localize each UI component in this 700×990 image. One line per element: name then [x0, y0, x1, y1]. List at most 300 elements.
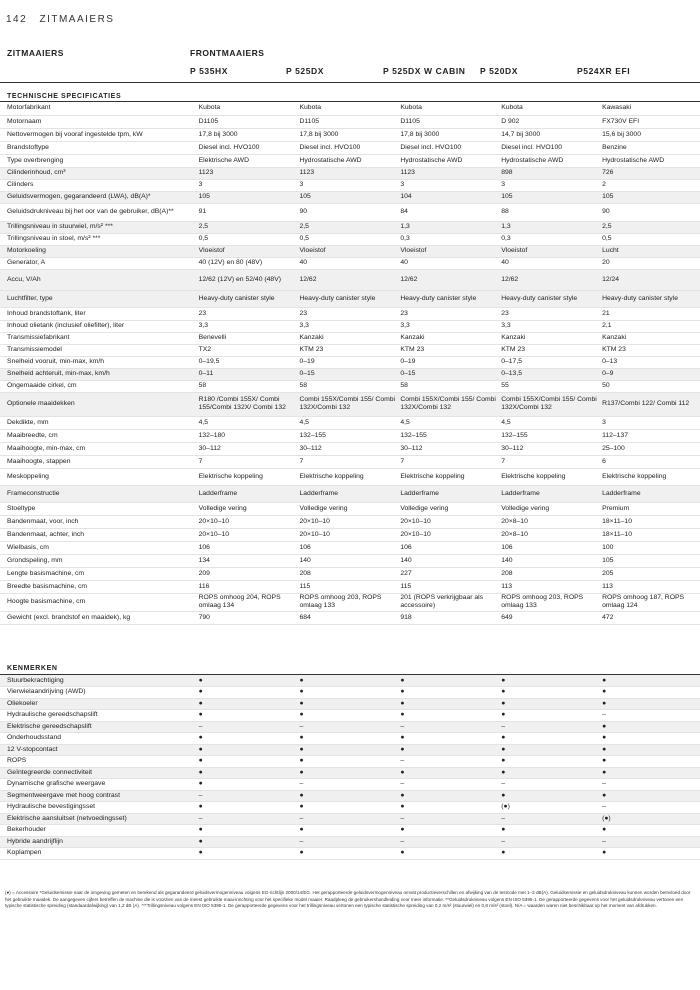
- spec-label: Grondspeling, mm: [0, 554, 196, 567]
- spec-value: 105: [498, 191, 599, 203]
- feature-value: –: [599, 710, 700, 722]
- spec-value: 898: [498, 167, 599, 179]
- spec-row: [0, 320, 700, 332]
- spec-value: Kanzaki: [397, 332, 498, 344]
- feature-value: ●: [599, 825, 700, 837]
- feature-value: ●: [296, 767, 397, 779]
- spec-label: Luchtfilter, type: [0, 290, 196, 307]
- spec-value: 2: [599, 179, 700, 191]
- spec-value: 115: [397, 580, 498, 593]
- feature-value: ●: [296, 802, 397, 814]
- spec-value: Ladderframe: [196, 485, 297, 502]
- spec-label: Motorfabrikant: [0, 102, 196, 115]
- spec-value: 0,3: [397, 233, 498, 245]
- spec-value: Elektrische koppeling: [397, 468, 498, 485]
- spec-label: Inhoud brandstoftank, liter: [0, 307, 196, 320]
- spec-value: 1,3: [397, 221, 498, 233]
- spec-value: ROPS omhoog 203, ROPS omlaag 133: [498, 593, 599, 611]
- spec-value: 0–9: [599, 368, 700, 380]
- spec-value: 0–19,5: [196, 356, 297, 368]
- spec-label: Ongemaaide cirkel, cm: [0, 380, 196, 392]
- spec-value: 0,5: [296, 233, 397, 245]
- spec-value: Kanzaki: [599, 332, 700, 344]
- spec-row: [0, 593, 700, 611]
- spec-row: [0, 528, 700, 541]
- spec-value: 23: [498, 307, 599, 320]
- feature-value: ●: [397, 848, 498, 860]
- spec-value: 113: [498, 580, 599, 593]
- feature-value: –: [498, 813, 599, 825]
- spec-value: Kubota: [498, 102, 599, 115]
- feature-value: ●: [599, 698, 700, 710]
- spec-row: [0, 290, 700, 307]
- spec-row: [0, 257, 700, 269]
- spec-value: 0,5: [599, 233, 700, 245]
- feature-value: ●: [397, 687, 498, 699]
- spec-value: Kanzaki: [498, 332, 599, 344]
- feature-value: ●: [498, 698, 599, 710]
- spec-value: Hydrostatische AWD: [397, 154, 498, 167]
- spec-value: 25–100: [599, 442, 700, 455]
- spec-value: 106: [397, 541, 498, 554]
- spec-value: 2,1: [599, 320, 700, 332]
- spec-value: 21: [599, 307, 700, 320]
- spec-value: Diesel incl. HVO100: [498, 141, 599, 154]
- spec-value: 113: [599, 580, 700, 593]
- feature-value: –: [296, 836, 397, 848]
- spec-value: KTM 23: [599, 344, 700, 356]
- spec-value: 3,3: [196, 320, 297, 332]
- feature-label: ROPS: [0, 756, 196, 768]
- spec-value: 105: [196, 191, 297, 203]
- spec-value: 106: [196, 541, 297, 554]
- spec-value: 23: [196, 307, 297, 320]
- spec-value: R180 /Combi 155X/ Combi 155/Combi 132X/ Combi 132: [196, 392, 297, 416]
- feature-label: Hybride aandrijflijn: [0, 836, 196, 848]
- spec-row: [0, 332, 700, 344]
- feature-value: ●: [599, 675, 700, 687]
- spec-value: R137/Combi 122/ Combi 112: [599, 392, 700, 416]
- spec-value: 30–112: [196, 442, 297, 455]
- spec-value: Diesel incl. HVO100: [196, 141, 297, 154]
- page-number: 142: [6, 14, 28, 25]
- model-name: P 525DX W CABIN: [383, 66, 466, 76]
- spec-value: 0–17,5: [498, 356, 599, 368]
- spec-value: Elektrische koppeling: [196, 468, 297, 485]
- model-header-row: [0, 66, 700, 80]
- spec-value: 0–11: [196, 368, 297, 380]
- spec-value: 58: [196, 380, 297, 392]
- spec-value: Combi 155X/Combi 155/ Combi 132X/Combi 132: [397, 392, 498, 416]
- spec-value: ROPS omhoog 203, ROPS omlaag 133: [296, 593, 397, 611]
- spec-value: 20: [599, 257, 700, 269]
- spec-row: [0, 141, 700, 154]
- section-name: ZITMAAIERS: [39, 14, 115, 25]
- model-name: P 535HX: [190, 66, 229, 76]
- spec-value: 208: [498, 567, 599, 580]
- spec-value: 116: [196, 580, 297, 593]
- spec-value: 140: [498, 554, 599, 567]
- feature-value: ●: [296, 733, 397, 745]
- spec-value: 40: [397, 257, 498, 269]
- page-header: [6, 14, 114, 25]
- spec-value: 55: [498, 380, 599, 392]
- feature-value: –: [498, 721, 599, 733]
- feature-value: ●: [196, 767, 297, 779]
- spec-row: [0, 515, 700, 528]
- feature-value: –: [599, 779, 700, 791]
- spec-value: 3: [296, 179, 397, 191]
- spec-row: [0, 102, 700, 115]
- feature-value: ●: [296, 698, 397, 710]
- feature-value: ●: [599, 721, 700, 733]
- spec-value: D1105: [196, 115, 297, 128]
- spec-row: [0, 191, 700, 203]
- feature-label: Vierwielaandrijving (AWD): [0, 687, 196, 699]
- spec-value: 100: [599, 541, 700, 554]
- spec-row: [0, 221, 700, 233]
- spec-value: 201 (ROPS verkrijgbaar als accessoire): [397, 593, 498, 611]
- spec-value: 132–180: [196, 429, 297, 442]
- spec-label: Dekdikte, mm: [0, 416, 196, 429]
- spec-value: 12/62 (12V) en 52/40 (48V): [196, 269, 297, 290]
- feature-value: ●: [196, 744, 297, 756]
- spec-value: 105: [296, 191, 397, 203]
- feature-label: 12 V-stopcontact: [0, 744, 196, 756]
- feature-value: ●: [397, 767, 498, 779]
- spec-value: 1123: [196, 167, 297, 179]
- spec-label: Type overbrenging: [0, 154, 196, 167]
- feature-value: –: [498, 779, 599, 791]
- feature-value: ●: [196, 836, 297, 848]
- feature-value: ●: [397, 790, 498, 802]
- spec-value: 7: [196, 455, 297, 468]
- feature-row: [0, 779, 700, 791]
- spec-value: ROPS omhoog 204, ROPS omlaag 134: [196, 593, 297, 611]
- spec-value: 104: [397, 191, 498, 203]
- spec-row: [0, 203, 700, 221]
- spec-row: [0, 541, 700, 554]
- spec-value: Heavy-duty canister style: [498, 290, 599, 307]
- spec-label: Inhoud olietank (inclusief oliefilter), liter: [0, 320, 196, 332]
- spec-label: Generator, A: [0, 257, 196, 269]
- feature-value: ●: [196, 756, 297, 768]
- spec-value: Volledige vering: [196, 502, 297, 515]
- spec-value: ROPS omhoog 187, ROPS omlaag 124: [599, 593, 700, 611]
- feature-value: ●: [296, 710, 397, 722]
- spec-value: 91: [196, 203, 297, 221]
- feature-label: Koplampen: [0, 848, 196, 860]
- spec-value: 472: [599, 611, 700, 624]
- feature-label: Onderhoudsstand: [0, 733, 196, 745]
- spec-value: Premium: [599, 502, 700, 515]
- spec-value: Benzine: [599, 141, 700, 154]
- feature-row: [0, 836, 700, 848]
- spec-value: 726: [599, 167, 700, 179]
- spec-row: [0, 468, 700, 485]
- spec-row: [0, 128, 700, 141]
- spec-row: [0, 554, 700, 567]
- table-subtitle: FRONTMAAIERS: [190, 48, 265, 58]
- spec-value: 3,3: [296, 320, 397, 332]
- spec-value: 0–13: [599, 356, 700, 368]
- spec-value: 140: [397, 554, 498, 567]
- feature-value: ●: [196, 675, 297, 687]
- feature-value: –: [397, 779, 498, 791]
- spec-value: 20×10–10: [196, 528, 297, 541]
- spec-value: Kubota: [397, 102, 498, 115]
- spec-row: [0, 167, 700, 179]
- spec-value: 140: [296, 554, 397, 567]
- spec-value: D 902: [498, 115, 599, 128]
- spec-row: [0, 245, 700, 257]
- spec-value: 1123: [397, 167, 498, 179]
- spec-value: Hydrostatische AWD: [498, 154, 599, 167]
- spec-value: Kubota: [296, 102, 397, 115]
- spec-label: Maaibreedte, cm: [0, 429, 196, 442]
- spec-value: Heavy-duty canister style: [196, 290, 297, 307]
- spec-value: 227: [397, 567, 498, 580]
- spec-value: 3: [397, 179, 498, 191]
- spec-label: Meskoppeling: [0, 468, 196, 485]
- spec-row: [0, 580, 700, 593]
- feature-value: –: [196, 721, 297, 733]
- spec-row: [0, 233, 700, 245]
- spec-value: 17,8 bij 3000: [196, 128, 297, 141]
- spec-value: 0–19: [397, 356, 498, 368]
- feature-value: ●: [397, 710, 498, 722]
- spec-row: [0, 356, 700, 368]
- spec-value: D1105: [296, 115, 397, 128]
- spec-row: [0, 416, 700, 429]
- spec-value: 2,5: [196, 221, 297, 233]
- spec-value: Benevelli: [196, 332, 297, 344]
- spec-value: 23: [397, 307, 498, 320]
- spec-label: Trillingsniveau in stoel, m/s² ***: [0, 233, 196, 245]
- feature-row: [0, 733, 700, 745]
- spec-value: 84: [397, 203, 498, 221]
- spec-value: Lucht: [599, 245, 700, 257]
- spec-row: [0, 611, 700, 624]
- feature-value: ●: [498, 675, 599, 687]
- spec-value: Vloeistof: [196, 245, 297, 257]
- feature-row: [0, 790, 700, 802]
- feature-value: ●: [498, 710, 599, 722]
- spec-value: 90: [599, 203, 700, 221]
- spec-value: 0–19: [296, 356, 397, 368]
- spec-label: Wielbasis, cm: [0, 541, 196, 554]
- spec-value: 1123: [296, 167, 397, 179]
- spec-value: 12/24: [599, 269, 700, 290]
- spec-row: [0, 392, 700, 416]
- feature-value: ●: [196, 848, 297, 860]
- feature-row: [0, 802, 700, 814]
- feature-value: ●: [397, 675, 498, 687]
- spec-label: Snelheid vooruit, min-max, km/h: [0, 356, 196, 368]
- feature-value: ●: [498, 744, 599, 756]
- spec-value: Volledige vering: [296, 502, 397, 515]
- spec-value: Combi 155X/Combi 155/ Combi 132X/Combi 132: [296, 392, 397, 416]
- feature-value: ●: [498, 790, 599, 802]
- spec-label: Cilinders: [0, 179, 196, 191]
- spec-label: Stoeltype: [0, 502, 196, 515]
- spec-row: [0, 455, 700, 468]
- spec-value: 105: [599, 554, 700, 567]
- spec-value: 918: [397, 611, 498, 624]
- feature-value: ●: [498, 756, 599, 768]
- features-table: [0, 675, 700, 860]
- feature-row: [0, 756, 700, 768]
- spec-value: 20×10–10: [397, 515, 498, 528]
- features-section-title: KENMERKEN: [7, 665, 58, 672]
- spec-value: 20×8–10: [498, 515, 599, 528]
- feature-value: ●: [397, 733, 498, 745]
- feature-value: ●: [498, 825, 599, 837]
- feature-row: [0, 710, 700, 722]
- spec-value: 6: [599, 455, 700, 468]
- specs-section-title: TECHNISCHE SPECIFICATIES: [7, 93, 122, 100]
- spec-label: Accu, V/Ah: [0, 269, 196, 290]
- spec-value: KTM 23: [397, 344, 498, 356]
- feature-value: –: [196, 790, 297, 802]
- feature-label: Geïntegreerde connectiviteit: [0, 767, 196, 779]
- spec-value: Heavy-duty canister style: [397, 290, 498, 307]
- spec-value: 4,5: [196, 416, 297, 429]
- feature-value: ●: [599, 767, 700, 779]
- spec-value: 132–155: [296, 429, 397, 442]
- model-name: P 520DX: [480, 66, 519, 76]
- feature-row: [0, 698, 700, 710]
- spec-row: [0, 502, 700, 515]
- spec-value: 88: [498, 203, 599, 221]
- model-name: P524XR EFI: [577, 66, 631, 76]
- feature-label: Bekerhouder: [0, 825, 196, 837]
- spec-value: 40: [296, 257, 397, 269]
- feature-value: –: [296, 721, 397, 733]
- spec-label: Lengte basismachine, cm: [0, 567, 196, 580]
- feature-value: –: [196, 813, 297, 825]
- spec-value: Elektrische AWD: [196, 154, 297, 167]
- spec-label: Trillingsniveau in stuurwiel, m/s² ***: [0, 221, 196, 233]
- spec-label: Breedte basismachine, cm: [0, 580, 196, 593]
- spec-label: Cilinderinhoud, cm³: [0, 167, 196, 179]
- spec-value: Vloeistof: [397, 245, 498, 257]
- feature-value: –: [397, 813, 498, 825]
- spec-value: TX2: [196, 344, 297, 356]
- spec-value: Diesel incl. HVO100: [296, 141, 397, 154]
- feature-value: –: [397, 756, 498, 768]
- spec-value: 7: [296, 455, 397, 468]
- feature-value: ●: [599, 848, 700, 860]
- feature-row: [0, 687, 700, 699]
- model-name: P 525DX: [286, 66, 325, 76]
- spec-label: Bandenmaat, voor, inch: [0, 515, 196, 528]
- spec-value: Hydrostatische AWD: [296, 154, 397, 167]
- spec-value: Heavy-duty canister style: [599, 290, 700, 307]
- spec-value: Elektrische koppeling: [599, 468, 700, 485]
- spec-label: Geluidsvermogen, gegarandeerd (LWA), dB(A)*: [0, 191, 196, 203]
- feature-value: –: [498, 836, 599, 848]
- feature-value: ●: [599, 756, 700, 768]
- feature-label: Hydraulische bevestigingsset: [0, 802, 196, 814]
- feature-label: Elektrische gereedschapslift: [0, 721, 196, 733]
- spec-value: 90: [296, 203, 397, 221]
- spec-value: D1105: [397, 115, 498, 128]
- spec-value: 106: [498, 541, 599, 554]
- spec-value: Kawasaki: [599, 102, 700, 115]
- feature-value: ●: [397, 744, 498, 756]
- feature-value: –: [599, 836, 700, 848]
- feature-value: (●): [498, 802, 599, 814]
- feature-value: ●: [397, 698, 498, 710]
- spec-label: Maaihoogte, stappen: [0, 455, 196, 468]
- spec-value: 23: [296, 307, 397, 320]
- spec-value: 208: [296, 567, 397, 580]
- spec-value: Hydrostatische AWD: [599, 154, 700, 167]
- spec-label: Transmissiefabrikant: [0, 332, 196, 344]
- spec-value: 205: [599, 567, 700, 580]
- feature-label: Hydraulische gereedschapslift: [0, 710, 196, 722]
- spec-value: 7: [397, 455, 498, 468]
- spec-row: [0, 485, 700, 502]
- spec-value: 4,5: [397, 416, 498, 429]
- feature-value: ●: [196, 710, 297, 722]
- spec-value: 3: [599, 416, 700, 429]
- spec-row: [0, 154, 700, 167]
- feature-value: ●: [498, 848, 599, 860]
- feature-value: ●: [397, 825, 498, 837]
- spec-value: Ladderframe: [498, 485, 599, 502]
- spec-value: 40 (12V) en 80 (48V): [196, 257, 297, 269]
- spec-value: 209: [196, 567, 297, 580]
- spec-value: Combi 155X/Combi 155/ Combi 132X/Combi 132: [498, 392, 599, 416]
- spec-label: Hoogte basismachine, cm: [0, 593, 196, 611]
- spec-value: 20×10–10: [296, 515, 397, 528]
- spec-value: 12/62: [397, 269, 498, 290]
- feature-value: ●: [296, 790, 397, 802]
- spec-value: Ladderframe: [296, 485, 397, 502]
- spec-value: 0–15: [296, 368, 397, 380]
- spec-value: Volledige vering: [397, 502, 498, 515]
- spec-value: 0,3: [498, 233, 599, 245]
- feature-row: [0, 675, 700, 687]
- feature-row: [0, 848, 700, 860]
- spec-label: Brandstoftype: [0, 141, 196, 154]
- spec-value: 1,3: [498, 221, 599, 233]
- spec-value: Volledige vering: [498, 502, 599, 515]
- spec-value: 30–112: [296, 442, 397, 455]
- feature-value: ●: [599, 790, 700, 802]
- spec-value: 50: [599, 380, 700, 392]
- spec-row: [0, 307, 700, 320]
- spec-value: 7: [498, 455, 599, 468]
- spec-value: 3: [498, 179, 599, 191]
- feature-value: –: [296, 813, 397, 825]
- feature-value: ●: [296, 756, 397, 768]
- feature-value: ●: [599, 733, 700, 745]
- feature-label: Stuurbekrachtiging: [0, 675, 196, 687]
- spec-value: 20×10–10: [196, 515, 297, 528]
- spec-value: 134: [196, 554, 297, 567]
- spec-value: Vloeistof: [296, 245, 397, 257]
- feature-label: Oliekoeler: [0, 698, 196, 710]
- feature-value: ●: [196, 779, 297, 791]
- spec-value: 132–155: [397, 429, 498, 442]
- spec-value: Ladderframe: [599, 485, 700, 502]
- spec-value: 132–155: [498, 429, 599, 442]
- spec-value: 649: [498, 611, 599, 624]
- spec-value: Elektrische koppeling: [498, 468, 599, 485]
